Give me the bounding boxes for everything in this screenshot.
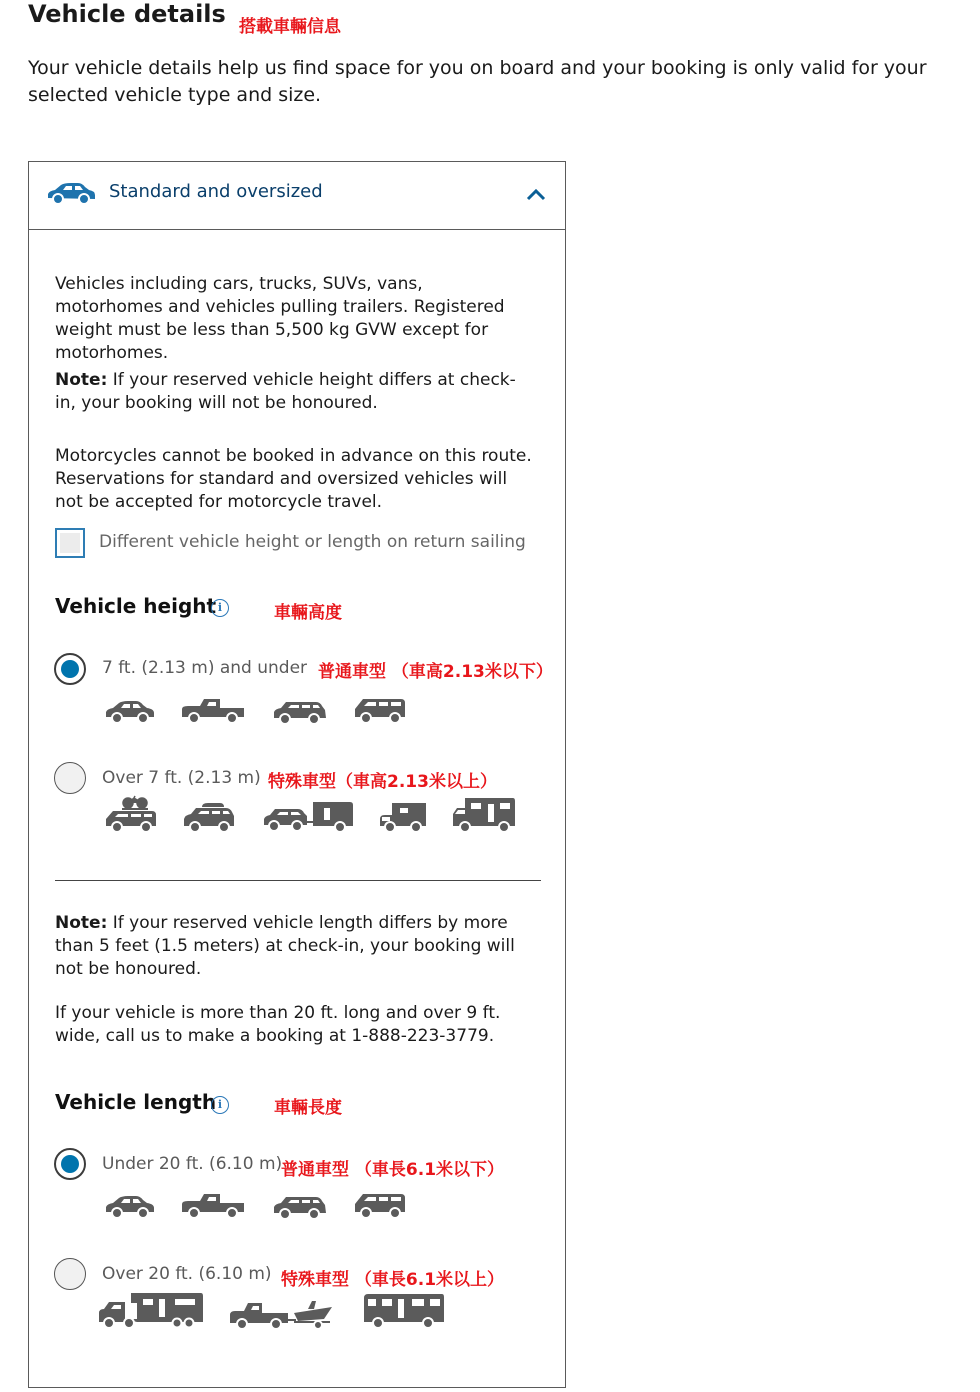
height-under-radio[interactable] xyxy=(54,653,86,685)
height-under-label[interactable]: 7 ft. (2.13 m) and under xyxy=(102,658,308,678)
suv-icon xyxy=(272,1195,328,1220)
bus-motorhome-icon xyxy=(362,1292,446,1329)
call-note: If your vehicle is more than 20 ft. long and over 9 ft. wide, call us to make a booking at 1-888-223-3779. xyxy=(55,1003,501,1046)
length-under-label[interactable]: Under 20 ft. (6.10 m) xyxy=(102,1154,283,1174)
height-annotation: 車輛高度 xyxy=(274,603,342,623)
sedan-icon xyxy=(104,1195,156,1219)
truck-camper-icon xyxy=(378,801,428,833)
section-divider xyxy=(55,880,541,881)
vehicle-length-title: Vehicle length xyxy=(55,1090,217,1114)
motorhome-icon xyxy=(451,796,517,833)
truck-with-boat-icon xyxy=(228,1297,336,1329)
pickup-truck-icon xyxy=(180,697,246,724)
length-over-label[interactable]: Over 20 ft. (6.10 m) xyxy=(102,1264,272,1284)
length-note xyxy=(55,912,537,981)
motorcycle-note: Motorcycles cannot be booked in advance on this route. Reservations for standard and oversized vehicles will not be accepted for motorcycle travel. xyxy=(55,446,532,512)
length-note-text: If your reserved vehicle length differs by more than 5 feet (1.5 meters) at check-in, your booking will not be honoured. xyxy=(55,913,515,979)
return-sailing-label[interactable]: Different vehicle height or length on return sailing xyxy=(99,532,526,552)
van-icon xyxy=(353,1192,407,1219)
suv-roof-box-icon xyxy=(182,802,236,833)
truck-with-fifth-wheel-icon xyxy=(97,1291,205,1329)
chevron-up-icon[interactable] xyxy=(526,188,546,202)
sedan-icon xyxy=(104,700,156,724)
length-annotation: 車輛長度 xyxy=(274,1098,342,1118)
panel-title: Standard and oversized xyxy=(109,181,323,202)
length-over-radio[interactable] xyxy=(54,1258,86,1290)
checkbox-fill xyxy=(60,533,80,553)
panel-description: Vehicles including cars, trucks, SUVs, vans, motorhomes and vehicles pulling trailers. Registered weight must be less than 5,500 kg GVW except for motorhomes. xyxy=(55,274,505,363)
info-icon[interactable]: i xyxy=(211,1096,229,1114)
info-icon[interactable]: i xyxy=(211,599,229,617)
page-title: Vehicle details xyxy=(28,0,226,28)
height-note xyxy=(55,369,525,415)
vehicle-height-title: Vehicle height xyxy=(55,594,217,618)
height-over-annotation: 特殊車型（車高2.13米以上） xyxy=(268,772,497,792)
height-over-radio[interactable] xyxy=(54,762,86,794)
length-under-annotation: 普通車型 （車長6.1米以下） xyxy=(281,1160,505,1180)
height-under-annotation: 普通車型 （車高2.13米以下） xyxy=(318,662,553,682)
intro-text: Your vehicle details help us find space for you on board and your booking is only valid for your selected vehicle type and size. xyxy=(28,57,927,106)
height-over-label[interactable]: Over 7 ft. (2.13 m) xyxy=(102,768,261,788)
length-under-radio[interactable] xyxy=(54,1148,86,1180)
note-text: If your reserved vehicle height differs at check-in, your booking will not be honoured. xyxy=(55,370,516,413)
length-over-annotation: 特殊車型 （車長6.1米以上） xyxy=(281,1270,505,1290)
suv-icon xyxy=(272,700,328,725)
car-with-trailer-icon xyxy=(262,800,354,833)
van-icon xyxy=(353,697,407,724)
title-annotation: 搭載車輛信息 xyxy=(239,17,341,37)
van-with-bikes-icon xyxy=(104,795,158,833)
note-label: Note: xyxy=(55,370,108,390)
pickup-truck-icon xyxy=(180,1192,246,1219)
length-note-label: Note: xyxy=(55,913,108,933)
car-icon xyxy=(45,182,97,206)
